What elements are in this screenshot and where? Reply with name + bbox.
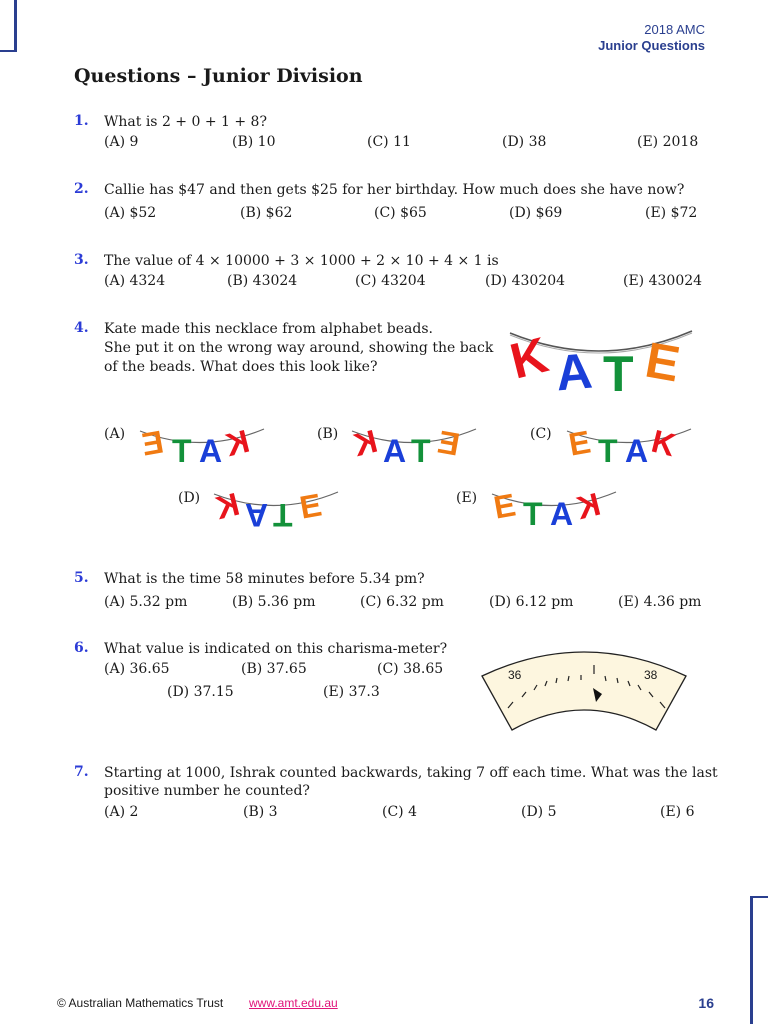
footer-link[interactable]: www.amt.edu.au — [249, 996, 338, 1010]
bead-k-mirrored: K — [211, 485, 243, 527]
q4-option-b-label: (B) — [317, 426, 339, 442]
q2-option-e: (E) $72 — [645, 205, 698, 221]
q1-option-e: (E) 2018 — [637, 134, 699, 150]
q1-option-b: (B) 10 — [232, 134, 276, 150]
bead-t: T — [172, 433, 192, 469]
q1-option-c: (C) 11 — [367, 134, 411, 150]
necklace-option-b — [349, 422, 478, 470]
bead-k-mirrored: K — [221, 422, 253, 464]
necklace-main — [506, 325, 696, 400]
bead-a: A — [383, 433, 407, 469]
bead-k: K — [648, 422, 680, 464]
meter-label-right: 38 — [644, 668, 658, 682]
q1-option-d: (D) 38 — [502, 134, 547, 150]
question-1-text: What is 2 + 0 + 1 + 8? — [104, 114, 267, 130]
q3-option-c: (C) 43204 — [355, 273, 426, 289]
q5-option-c: (C) 6.32 pm — [360, 594, 444, 610]
bead-t: T — [603, 346, 634, 402]
corner-bracket-bottom-right — [750, 896, 753, 1024]
question-5-number: 5. — [74, 570, 89, 586]
charisma-meter — [478, 638, 690, 738]
bead-e: E — [641, 331, 684, 393]
q7-option-b: (B) 3 — [243, 804, 278, 820]
q2-option-d: (D) $69 — [509, 205, 563, 221]
bead-k-mirrored: K — [349, 422, 381, 464]
question-7-line-2: positive number he counted? — [104, 783, 310, 799]
necklace-option-e — [490, 485, 618, 533]
bead-a: A — [550, 496, 574, 532]
q6-option-b: (B) 37.65 — [241, 661, 307, 677]
meter-face — [478, 638, 690, 738]
bead-a: A — [199, 433, 223, 469]
bead-a-flipped: A — [245, 497, 269, 533]
q6-option-c: (C) 38.65 — [377, 661, 444, 677]
q7-option-e: (E) 6 — [660, 804, 695, 820]
q4-option-c-label: (C) — [530, 426, 552, 442]
question-5-text: What is the time 58 minutes before 5.34 pm? — [104, 571, 425, 587]
q3-option-b: (B) 43024 — [227, 273, 298, 289]
question-4-line-1: Kate made this necklace from alphabet beads. — [104, 321, 433, 337]
q5-option-b: (B) 5.36 pm — [232, 594, 316, 610]
question-2-text: Callie has $47 and then gets $25 for her birthday. How much does she have now? — [104, 182, 685, 198]
q2-option-a: (A) $52 — [104, 205, 157, 221]
bead-t: T — [411, 433, 431, 469]
necklace-option-d — [211, 485, 340, 533]
question-7-number: 7. — [74, 764, 89, 780]
bead-a: A — [553, 342, 595, 402]
q5-option-a: (A) 5.32 pm — [104, 594, 188, 610]
corner-bracket-bottom-right-head — [750, 896, 768, 898]
footer-copyright: © Australian Mathematics Trust — [57, 996, 224, 1010]
q2-option-c: (C) $65 — [374, 205, 427, 221]
necklace-option-a — [138, 422, 266, 470]
q4-option-e-label: (E) — [456, 490, 478, 506]
bead-t: T — [523, 496, 543, 532]
q6-option-d: (D) 37.15 — [167, 684, 234, 700]
q6-option-e: (E) 37.3 — [323, 684, 380, 700]
page-title: Questions – Junior Division — [74, 65, 363, 87]
bead-t-flipped: T — [273, 497, 293, 533]
bead-e: E — [565, 423, 594, 463]
q2-option-b: (B) $62 — [240, 205, 293, 221]
bead-a: A — [625, 433, 649, 469]
q7-option-c: (C) 4 — [382, 804, 417, 820]
q6-option-a: (A) 36.65 — [104, 661, 170, 677]
q5-option-e: (E) 4.36 pm — [618, 594, 702, 610]
question-6-text: What value is indicated on this charisma-meter? — [104, 641, 448, 657]
bead-e-mirrored: E — [138, 423, 167, 463]
bead-t: T — [598, 433, 618, 469]
necklace-option-c — [565, 422, 693, 470]
bead-e: E — [490, 486, 519, 526]
question-3-number: 3. — [74, 252, 89, 268]
corner-bracket-top-left-foot — [0, 50, 17, 52]
q3-option-a: (A) 4324 — [104, 273, 166, 289]
question-1-number: 1. — [74, 113, 89, 129]
q1-option-a: (A) 9 — [104, 134, 139, 150]
question-7-line-1: Starting at 1000, Ishrak counted backwards, taking 7 off each time. What was the last — [104, 765, 718, 781]
q4-option-a-label: (A) — [104, 426, 126, 442]
q4-option-d-label: (D) — [178, 490, 201, 506]
bead-e-mirrored: E — [435, 423, 463, 463]
q3-option-e: (E) 430024 — [623, 273, 703, 289]
header-contest: 2018 AMC — [644, 22, 705, 37]
question-3-text: The value of 4 × 10000 + 3 × 1000 + 2 × 10 + 4 × 1 is — [104, 253, 499, 269]
header-section: Junior Questions — [598, 38, 705, 53]
question-6-number: 6. — [74, 640, 89, 656]
q5-option-d: (D) 6.12 pm — [489, 594, 574, 610]
q7-option-a: (A) 2 — [104, 804, 139, 820]
bead-k: K — [504, 326, 554, 390]
q3-option-d: (D) 430204 — [485, 273, 566, 289]
q7-option-d: (D) 5 — [521, 804, 557, 820]
meter-label-left: 36 — [508, 668, 522, 682]
page-number: 16 — [698, 995, 714, 1011]
bead-k-mirrored: K — [572, 485, 604, 527]
question-4-line-2: She put it on the wrong way around, showing the back — [104, 340, 494, 356]
question-4-line-3: of the beads. What does this look like? — [104, 359, 378, 375]
corner-bracket-top-left — [14, 0, 17, 52]
question-4-number: 4. — [74, 320, 89, 336]
question-2-number: 2. — [74, 181, 89, 197]
bead-e: E — [296, 486, 325, 526]
